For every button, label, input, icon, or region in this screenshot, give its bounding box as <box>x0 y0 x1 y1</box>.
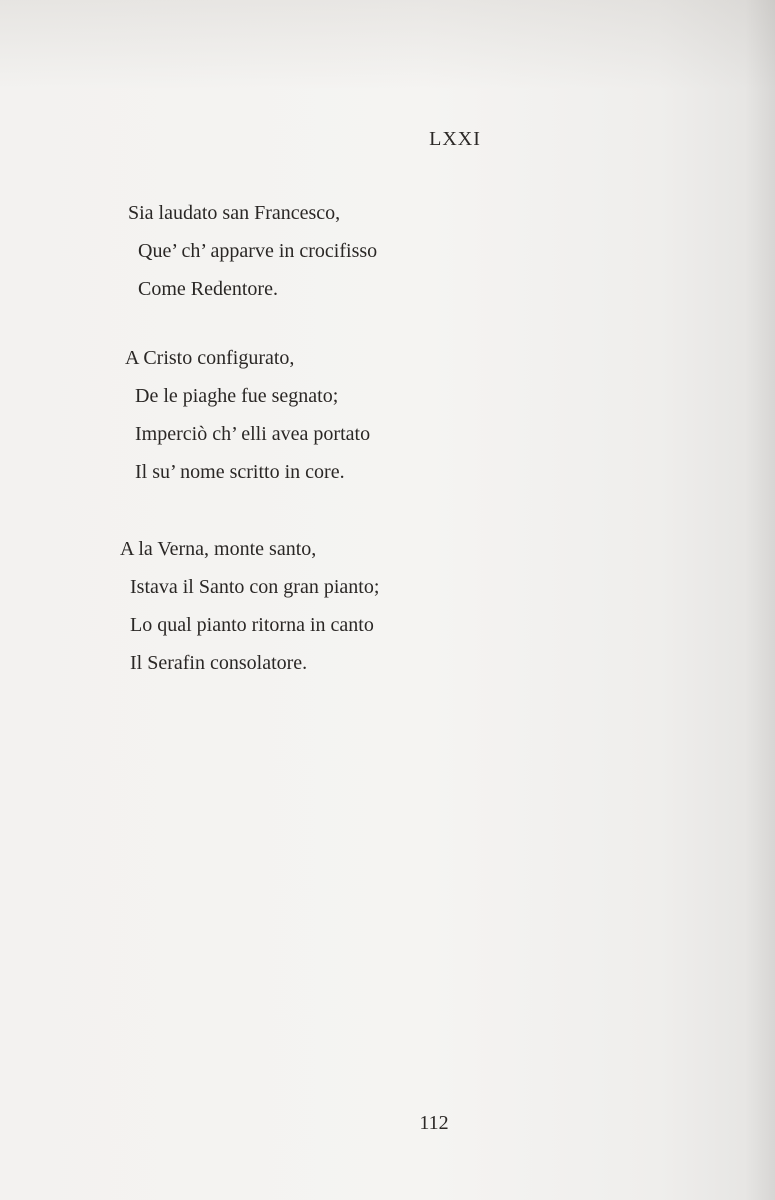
verse-line: Sia laudato san Francesco, <box>128 202 341 224</box>
stanza-2 <box>125 339 370 491</box>
verse-line: Lo qual pianto ritorna in canto <box>130 614 374 636</box>
verse-line: A la Verna, monte santo, <box>120 538 317 560</box>
page-edge-shadow <box>745 0 775 1200</box>
verse-line: Il su’ nome scritto in core. <box>135 461 345 483</box>
verse-line: Imperciò ch’ elli avea portato <box>135 423 371 445</box>
verse-line: Come Redentore. <box>138 278 278 300</box>
verse-line: A Cristo configurato, <box>125 347 295 369</box>
verse-line: Il Serafin consolatore. <box>130 652 308 674</box>
verse-line: De le piaghe fue segnato; <box>135 385 339 407</box>
poem-title: LXXI <box>429 128 481 150</box>
verse-line: Que’ ch’ apparve in crocifisso <box>138 240 378 262</box>
verse-line: Istava il Santo con gran pianto; <box>130 576 380 598</box>
page-number: 112 <box>419 1112 449 1134</box>
stanza-1 <box>128 194 377 308</box>
page-top-shading <box>0 0 775 90</box>
stanza-3 <box>120 530 379 682</box>
